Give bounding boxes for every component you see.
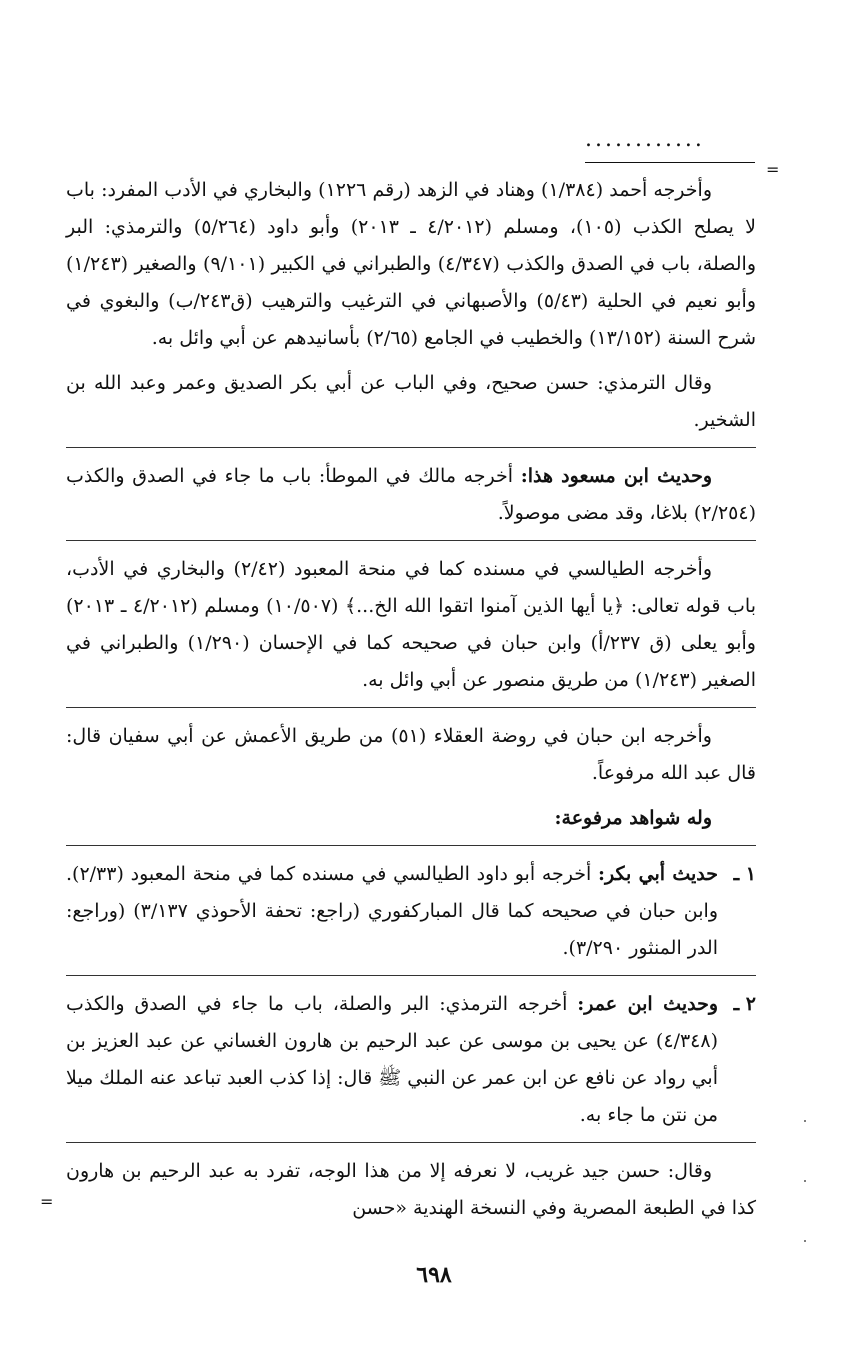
continuation-mark-bottom: = [40,1192,54,1211]
paragraph-ibn-hibban [66,718,756,792]
item-number: ٢ ـ [733,993,756,1015]
paragraph-text: وأخرجه ابن حبان في روضة العقلاء (٥١) من طريق الأعمش عن أبي سفيان قال: قال عبد الله مرفوعاً. [66,725,756,784]
section-divider [66,447,756,448]
paragraph-text: أخرجه مالك في الموطأ: باب ما جاء في الصدق والكذب (٢/٢٥٤) بلاغا، وقد مضى موصولاً. [66,465,756,524]
footnote-text [66,172,756,1235]
margin-speck [804,1240,806,1242]
item-number: ١ ـ [733,863,756,885]
paragraph-ibn-masud [66,458,756,532]
paragraph-text: وقال الترمذي: حسن صحيح، وفي الباب عن أبي بكر الصديق وعمر وعبد الله بن الشخير. [66,372,756,431]
continuation-mark-top: = [766,160,780,179]
paragraph-text: أخرجه أبو داود الطيالسي في مسنده كما في منحة المعبود (٢/٣٣). وابن حبان في صحيحه كما قال المباركفوري (راجع: تحفة الأحوذي ٣/١٣٧) (وراجع: الدر المنثور ٣/٢٩٠). [66,863,718,959]
paragraph-shawahid-heading [66,800,756,837]
paragraph-lead: وله شواهد مرفوعة: [554,807,712,829]
paragraph-text: وأخرجه الطيالسي في مسنده كما في منحة المعبود (٢/٤٢) والبخاري في الأدب، باب قوله تعالى: ﴿يا أيها الذين آمنوا اتقوا الله الخ...﴾ (١٠/٥٠٧) ومسلم (٤/٢٠١٢ ـ ٢٠١٣) وأبو يعلى (ق ٢٣٧/أ) وابن حبان في صحيحه كما في الإحسان (١/٢٩٠) والطبراني في الصغير (١/٢٤٣) من طريق منصور عن أبي وائل به. [66,558,756,691]
margin-speck [804,1120,806,1122]
paragraph-tayalisi [66,551,756,699]
section-divider [66,975,756,976]
paragraph-hasan-jayyid [66,1153,756,1227]
margin-speck [804,1180,806,1182]
footnote-rule [585,162,755,163]
paragraph-takhrij-ahmad [66,172,756,357]
section-divider [66,540,756,541]
header-dots: ............ [585,128,705,152]
numbered-item-abu-bakr [66,856,756,967]
section-divider [66,845,756,846]
numbered-item-ibn-umar [66,986,756,1134]
section-divider [66,1142,756,1143]
paragraph-tirmidhi-comment [66,365,756,439]
paragraph-text: أخرجه الترمذي: البر والصلة، باب ما جاء في الصدق والكذب (٤/٣٤٨) عن يحيى بن موسى عن عبد الرحيم بن هارون الغساني عن عبد العزيز بن أبي رواد عن نافع عن ابن عمر عن النبي ﷺ قال: إذا كذب العبد تباعد عنه الملك ميلا من نتن ما جاء به. [66,993,719,1126]
paragraph-lead: وحديث ابن عمر: [577,993,719,1015]
paragraph-lead: وحديث ابن مسعود هذا: [520,465,712,487]
paragraph-lead: حديث أبي بكر: [598,863,718,885]
page-number: ٦٩٨ [416,1262,452,1288]
section-divider [66,707,756,708]
paragraph-text: وأخرجه أحمد (١/٣٨٤) وهناد في الزهد (رقم ١٢٢٦) والبخاري في الأدب المفرد: باب لا يصلح الكذب (١٠٥)، ومسلم (٤/٢٠١٢ ـ ٢٠١٣) وأبو داود (٥/٢٦٤) والترمذي: البر والصلة، باب في الصدق والكذب (٤/٣٤٧) والطبراني في الكبير (٩/١٠١) والصغير (١/٢٤٣) وأبو نعيم في الحلية (٥/٤٣) والأصبهاني في الترغيب والترهيب (ق٢٤٣/ب) والبغوي في شرح السنة (١٣/١٥٢) والخطيب في الجامع (٢/٦٥) بأسانيدهم عن أبي وائل به. [66,179,757,349]
paragraph-text: وقال: حسن جيد غريب، لا نعرفه إلا من هذا الوجه، تفرد به عبد الرحيم بن هارون كذا في الطبعة المصرية وفي النسخة الهندية «حسن [66,1160,756,1219]
